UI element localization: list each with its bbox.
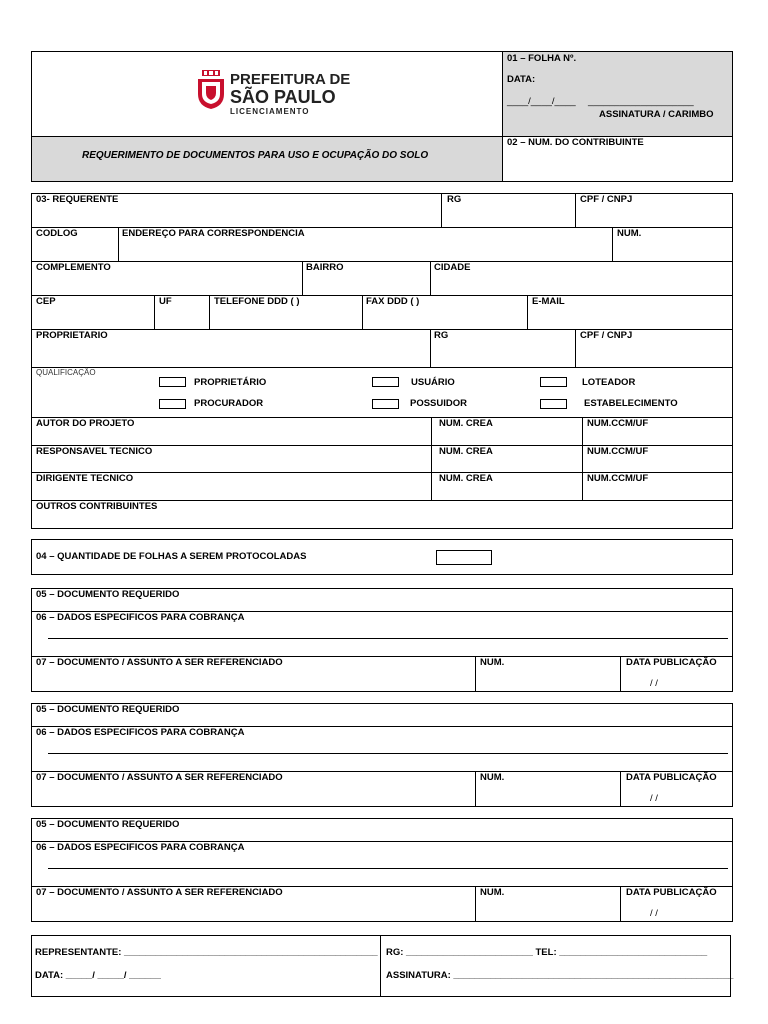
document-block (31, 818, 733, 922)
complemento-label: COMPLEMENTO (36, 262, 111, 273)
documento-referenciado-label: 07 – DOCUMENTO / ASSUNTO A SER REFERENCIADO (36, 887, 283, 898)
rg2-label: RG (434, 330, 449, 341)
folhas-label: 04 – QUANTIDADE DE FOLHAS A SEREM PROTOCOLADAS (36, 551, 307, 562)
autor-label: AUTOR DO PROJETO (36, 418, 135, 429)
dados-cobranca-line[interactable] (48, 638, 728, 639)
option-procurador: PROCURADOR (194, 398, 264, 409)
outros-label: OUTROS CONTRIBUINTES (36, 501, 158, 512)
dirig-label: DIRIGENTE TECNICO (36, 473, 134, 484)
codlog-label: CODLOG (36, 228, 78, 239)
data-publicacao-slashes[interactable]: / / (650, 793, 658, 804)
logo-line2: SÃO PAULO (230, 87, 336, 107)
data-publicacao-slashes[interactable]: / / (650, 678, 658, 689)
dados-cobranca-label: 06 – DADOS ESPECIFICOS PARA COBRANÇA (36, 727, 245, 738)
documento-requerido-label: 05 – DOCUMENTO REQUERIDO (36, 589, 180, 600)
contribuinte-label: 02 – NUM. DO CONTRIBUINTE (507, 137, 644, 148)
logo-line1: PREFEITURA DE (230, 71, 351, 88)
autor-ccm-label: NUM.CCM/UF (587, 418, 649, 429)
dirig-ccm-label: NUM.CCM/UF (587, 473, 649, 484)
documento-num-label: NUM. (480, 887, 505, 898)
checkbox-loteador[interactable] (540, 377, 567, 387)
dirig-crea-label: NUM. CREA (439, 473, 493, 484)
document-block (31, 703, 733, 807)
requerente-label: 03- REQUERENTE (36, 194, 119, 205)
checkbox-usuario[interactable] (372, 377, 399, 387)
documento-referenciado-label: 07 – DOCUMENTO / ASSUNTO A SER REFERENCIADO (36, 772, 283, 783)
data-publicacao-label: DATA PUBLICAÇÃO (626, 657, 717, 668)
telefone-label: TELEFONE DDD ( ) (214, 296, 300, 307)
assinatura-carimbo-label: ASSINATURA / CARIMBO (599, 109, 714, 120)
cidade-label: CIDADE (434, 262, 471, 273)
data-publicacao-label: DATA PUBLICAÇÃO (626, 772, 717, 783)
representante-field[interactable]: REPRESENTANTE: ________________________________________________ (35, 947, 378, 958)
data-label: DATA: (507, 74, 536, 85)
data-publicacao-label: DATA PUBLICAÇÃO (626, 887, 717, 898)
checkbox-procurador[interactable] (159, 399, 186, 409)
logo (196, 70, 351, 120)
coat-of-arms-icon (196, 70, 226, 110)
uf-label: UF (159, 296, 172, 307)
checkbox-proprietario[interactable] (159, 377, 186, 387)
resp-label: RESPONSAVEL TECNICO (36, 446, 153, 457)
option-usuario: USUÁRIO (411, 377, 455, 388)
qualificacao-label: QUALIFICAÇÃO (36, 368, 96, 377)
checkbox-estabelecimento[interactable] (540, 399, 567, 409)
folhas-input[interactable] (436, 550, 492, 565)
endereco-label: ENDEREÇO PARA CORRESPONDENCIA (122, 228, 305, 239)
folha-label: 01 – FOLHA Nº. (507, 53, 577, 64)
form-title: REQUERIMENTO DE DOCUMENTOS PARA USO E OCUPAÇÃO DO SOLO (82, 150, 429, 161)
documento-num-label: NUM. (480, 657, 505, 668)
documento-referenciado-label: 07 – DOCUMENTO / ASSUNTO A SER REFERENCIADO (36, 657, 283, 668)
option-loteador: LOTEADOR (582, 377, 636, 388)
proprietario-label: PROPRIETARIO (36, 330, 108, 341)
documento-num-label: NUM. (480, 772, 505, 783)
documento-requerido-label: 05 – DOCUMENTO REQUERIDO (36, 704, 180, 715)
documento-requerido-label: 05 – DOCUMENTO REQUERIDO (36, 819, 180, 830)
footer-date-field[interactable]: DATA: _____/ _____/ ______ (35, 970, 161, 981)
bairro-label: BAIRRO (306, 262, 344, 273)
data-publicacao-slashes[interactable]: / / (650, 908, 658, 919)
document-block (31, 588, 733, 692)
signature-line[interactable]: ____________________ (588, 96, 694, 107)
cep-label: CEP (36, 296, 56, 307)
resp-ccm-label: NUM.CCM/UF (587, 446, 649, 457)
email-label: E-MAIL (532, 296, 565, 307)
dados-cobranca-line[interactable] (48, 753, 728, 754)
dados-cobranca-label: 06 – DADOS ESPECIFICOS PARA COBRANÇA (36, 612, 245, 623)
footer-section (31, 935, 734, 997)
cpf2-label: CPF / CNPJ (580, 330, 633, 341)
checkbox-possuidor[interactable] (372, 399, 399, 409)
dados-cobranca-label: 06 – DADOS ESPECIFICOS PARA COBRANÇA (36, 842, 245, 853)
dados-cobranca-line[interactable] (48, 868, 728, 869)
footer-signature-field[interactable]: ASSINATURA: _____________________________________________________ (386, 970, 734, 981)
cpf-label: CPF / CNPJ (580, 194, 633, 205)
fax-label: FAX DDD ( ) (366, 296, 420, 307)
option-estabelecimento: ESTABELECIMENTO (584, 398, 678, 409)
resp-crea-label: NUM. CREA (439, 446, 493, 457)
num-label: NUM. (617, 228, 642, 239)
logo-line3: LICENCIAMENTO (230, 107, 310, 116)
option-possuidor: POSSUIDOR (410, 398, 468, 409)
date-blank[interactable]: ____/____/____ (507, 96, 576, 107)
autor-crea-label: NUM. CREA (439, 418, 493, 429)
rg-label: RG (447, 194, 462, 205)
option-proprietario: PROPRIETÁRIO (194, 377, 267, 388)
rg-tel-field[interactable]: RG: ________________________ TEL: ____________________________ (386, 947, 708, 958)
